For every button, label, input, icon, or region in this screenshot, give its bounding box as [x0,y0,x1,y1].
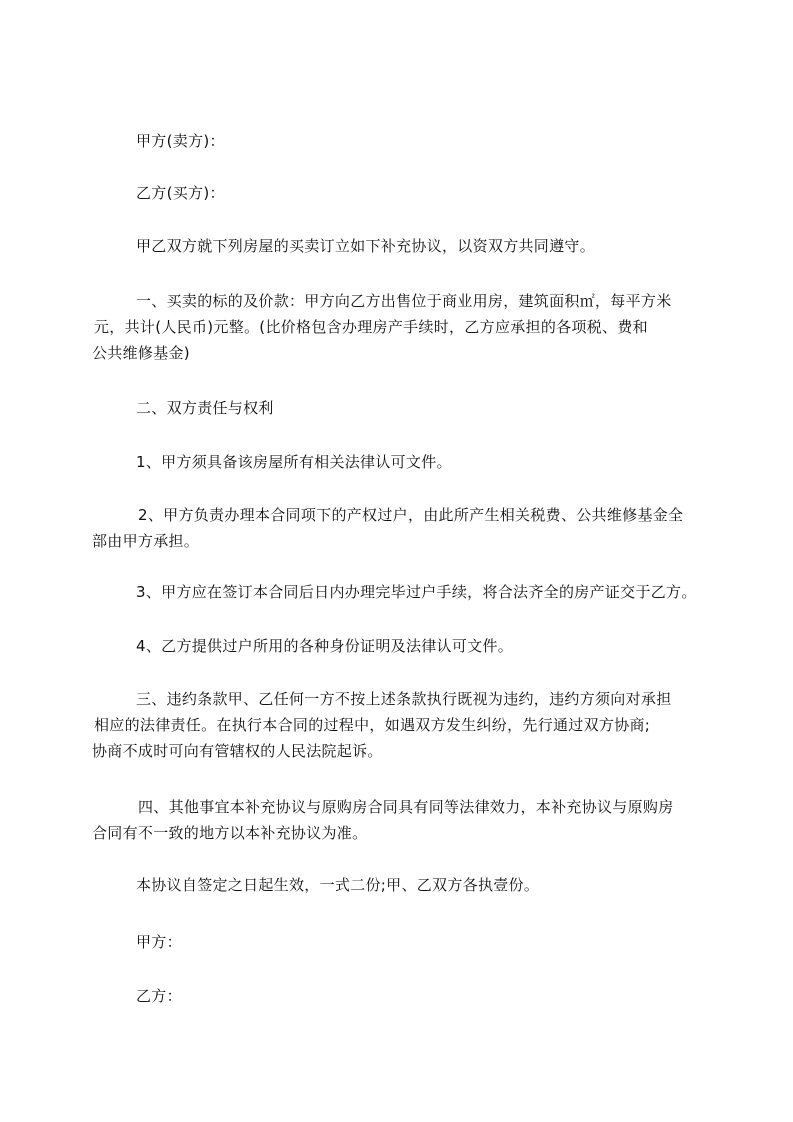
section-3-line-2: 相应的法律责任。在执行本合同的过程中，如遇双方发生纠纷，先行通过双方协商; [94,716,651,734]
section-3-line-3: 协商不成时可向有管辖权的人民法院起诉。 [92,742,383,760]
signature-party-a: 甲方： [136,933,182,951]
item-1-paragraph: 1、甲方须具备该房屋所有相关法律认可文件。 [136,453,452,471]
section-3-breach-paragraph [92,686,712,764]
section-2-title: 二、双方责任与权利 [136,399,274,417]
intro-paragraph: 甲乙双方就下列房屋的买卖订立如下补充协议，以资双方共同遵守。 [136,237,596,255]
signature-party-b: 乙方： [136,987,182,1005]
section-4-other-paragraph [92,794,712,846]
section-1-line-1: 一、买卖的标的及价款：甲方向乙方出售位于商业用房，建筑面积㎡，每平方米 [136,292,672,310]
section-1-line-2: 元，共计(人民币)元整。(比价格包含办理房产手续时，乙方应承担的各项税、费和 [94,318,648,336]
item-4-paragraph: 4、乙方提供过户所用的各种身份证明及法律认可文件。 [136,637,514,655]
effective-clause: 本协议自签定之日起生效，一式二份;甲、乙双方各执壹份。 [136,876,540,894]
item-3-paragraph: 3、甲方应在签订本合同后日内办理完毕过户手续，将合法齐全的房产证交于乙方。 [136,583,697,601]
section-1-line-3: 公共维修基金) [92,344,190,362]
section-1-price-paragraph [92,288,712,366]
party-b-buyer-line: 乙方(买方)： [136,184,225,202]
section-4-line-1: 四、其他事宜本补充协议与原购房合同具有同等法律效力，本补充协议与原购房 [138,798,674,816]
item-2-line-2: 部由甲方承担。 [92,532,200,550]
item-2-line-1: 2、甲方负责办理本合同项下的产权过户，由此所产生相关税费、公共维修基金全 [138,506,684,524]
section-3-line-1: 三、违约条款甲、乙任何一方不按上述条款执行既视为违约，违约方须向对承担 [136,690,672,708]
party-a-seller-line: 甲方(卖方)： [136,132,225,150]
item-2-paragraph [92,502,712,554]
section-4-line-2: 合同有不一致的地方以本补充协议为准。 [92,824,368,842]
